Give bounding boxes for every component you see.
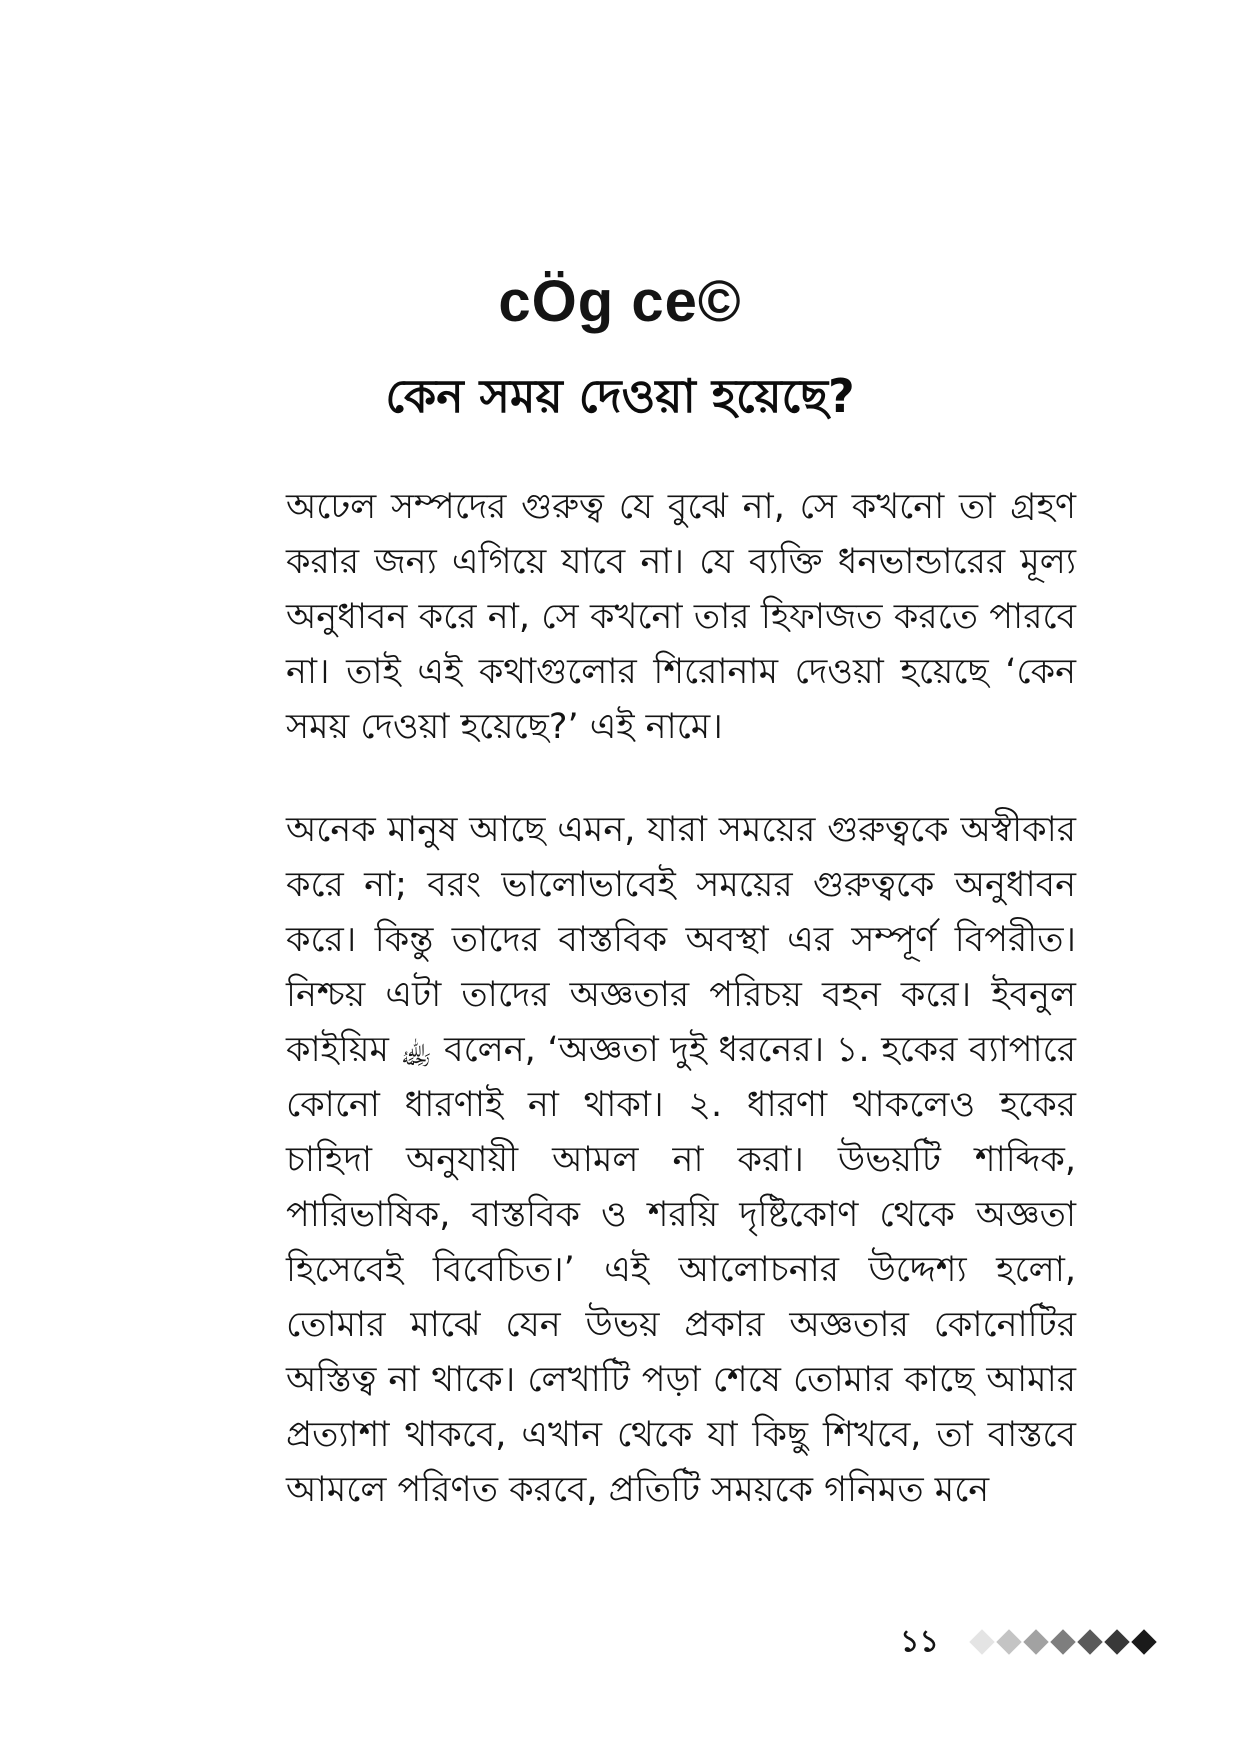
diamond-row-icon [973,1633,1162,1651]
body-text [286,480,1076,1566]
page-number: ১১ [900,1623,939,1659]
diamond-icon [1050,1629,1075,1654]
paragraph-1: অঢেল সম্পদের গুরুত্ব যে বুঝে না, সে কখনো তা গ্রহণ করার জন্য এগিয়ে যাবে না। যে ব্যক্তি ধনভান্ডারের মূল্য অনুধাবন করে না, সে কখনো তার হিফাজত করতে পারবে না। তাই এই কথাগুলোর শিরোনাম দেওয়া হয়েছে ‘কেন সময় দেওয়া হয়েছে?’ এই নামে। [286,487,1076,747]
diamond-icon [1023,1629,1048,1654]
page-footer [900,1622,1162,1662]
diamond-icon [1077,1629,1102,1654]
diamond-icon [969,1629,994,1654]
paragraph-2: অনেক মানুষ আছে এমন, যারা সময়ের গুরুত্বকে অস্বীকার করে না; বরং ভালোভাবেই সময়ের গুরুত্বকে অনুধাবন করে। কিন্তু তাদের বাস্তবিক অবস্থা এর সম্পূর্ণ বিপরীত। নিশ্চয় এটা তাদের অজ্ঞতার পরিচয় বহন করে। ইবনুল কাইয়িম ﵀ বলেন, ‘অজ্ঞতা দুই ধরনের। ১. হকের ব্যাপারে কোনো ধারণাই না থাকা। ২. ধারণা থাকলেও হকের চাহিদা অনুযায়ী আমল না করা। উভয়টি শাব্দিক, পারিভাষিক, বাস্তবিক ও শরয়ি দৃষ্টিকোণ থেকে অজ্ঞতা হিসেবেই বিবেচিত।’ এই আলোচনার উদ্দেশ্য হলো, তোমার মাঝে যেন উভয় প্রকার অজ্ঞতার কোনোটির অস্তিত্ব না থাকে। লেখাটি পড়া শেষে তোমার কাছে আমার প্রত্যাশা থাকবে, এখান থেকে যা কিছু শিখবে, তা বাস্তবে আমলে পরিণত করবে, প্রতিটি সময়কে গনিমত মনে [286,810,1076,1510]
diamond-icon [1131,1629,1156,1654]
diamond-icon [996,1629,1021,1654]
garbled-heading: cÖg ce© [498,269,742,334]
diamond-icon [1104,1629,1129,1654]
chapter-title: কেন সময় দেওয়া হয়েছে? [385,369,855,423]
